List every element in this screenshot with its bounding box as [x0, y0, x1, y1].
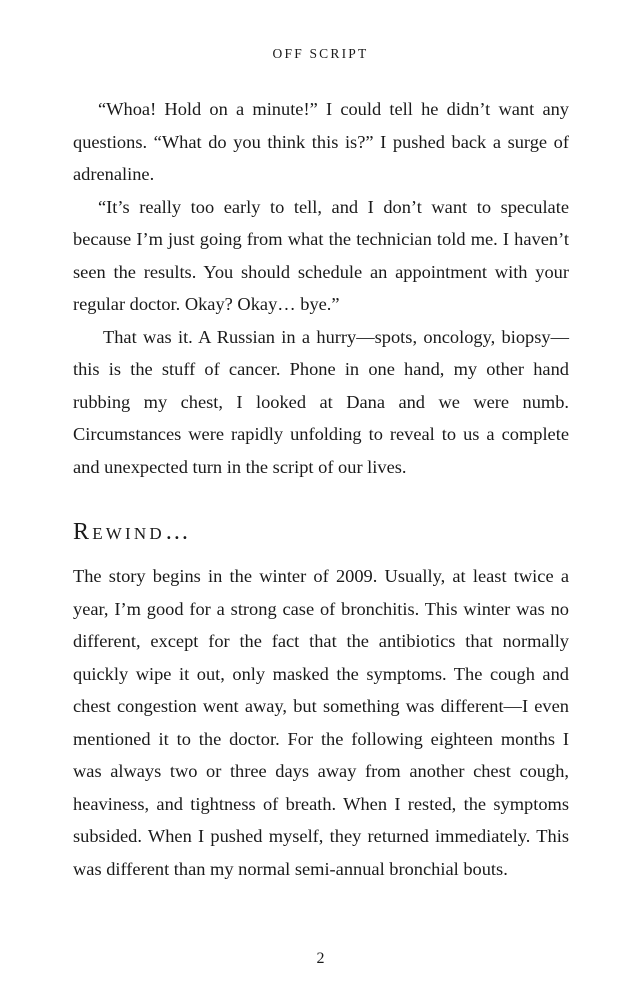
running-head: OFF SCRIPT: [272, 46, 369, 61]
page-number: 2: [316, 950, 325, 967]
body-text-section: [73, 560, 569, 885]
section-heading: Rewind…: [73, 519, 193, 545]
paragraph-story-begins: The story begins in the winter of 2009. Usually, at least twice a year, I’m good for a strong case of bronchitis. This winter was no different, except for the fact that the antibiotics that normally quickly wipe it out, only masked the symptoms. The cough and chest congestion went away, but something was different—I even mentioned it to the doctor. For the following eighteen months I was always two or three days away from another chest cough, heaviness, and tightness of breath. When I rested, the symptoms subsided. When I pushed myself, they returned immediately. This was different than my normal semi-annual bronchial bouts.: [73, 566, 569, 879]
paragraph-whoa: “Whoa! Hold on a minute!” I could tell he didn’t want any questions. “What do you think this is?” I pushed back a surge of adrenaline.: [73, 99, 569, 184]
paragraph-too-early: “It’s really too early to tell, and I don’t want to speculate because I’m just going from what the technician told me. I haven’t seen the results. You should schedule an appointment with your regular doctor. Okay? Okay… bye.”: [73, 196, 569, 314]
paragraph-that-was-it: That was it. A Russian in a hurry—spots, oncology, biopsy—this is the stuff of cancer. Phone in one hand, my other hand rubbing my chest, I looked at Dana and we were numb. Circumstances were rapidly unfolding to reveal to us a complete and unexpected turn in the script of our lives.: [73, 326, 569, 477]
body-text-top: [73, 93, 569, 483]
